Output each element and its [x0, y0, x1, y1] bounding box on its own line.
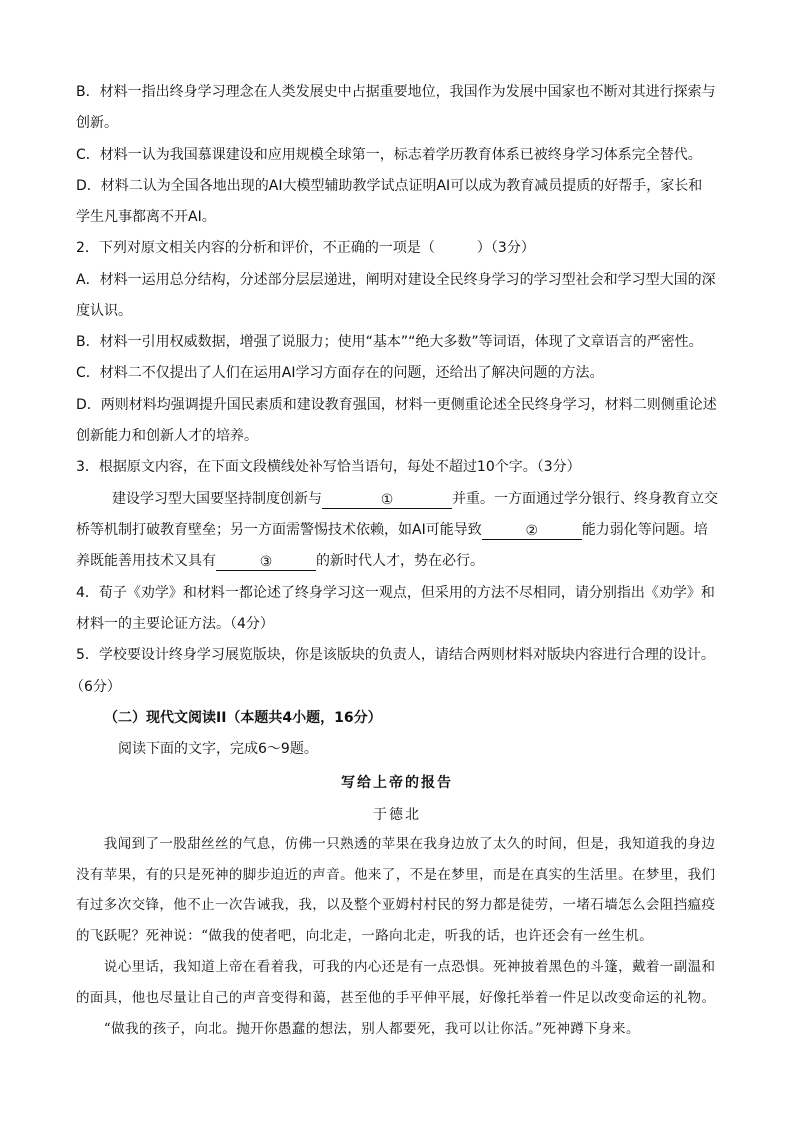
q4-line2: 材料一的主要论证方法。（4分） — [76, 616, 274, 632]
story-line: “做我的孩子，向北。抛开你愚蠢的想法，别人都要死，我可以让你活。”死神蹲下身来。 — [76, 1021, 640, 1037]
q3-text: 的新时代人才，势在必行。 — [316, 553, 484, 569]
story-line: 说心里话，我知道上帝在看着我，可我的内心还是有一点恐惧。死神披着黑色的斗篷，戴着一副温和 — [76, 959, 716, 975]
q3-text: 养既能善用技术又具有 — [76, 553, 216, 569]
q2-option-c: C．材料二不仅提出了人们在运用AI学习方面存在的问题，还给出了解决问题的方法。 — [76, 365, 604, 381]
q2-option-a-line2: 度认识。 — [76, 303, 132, 319]
q3-text: 建设学习型大国要坚持制度创新与 — [112, 491, 322, 507]
fill-blank-2[interactable]: ② — [482, 521, 582, 540]
story-title: 写给上帝的报告 — [341, 775, 453, 791]
q3-stem: 3．根据原文内容，在下面文段横线处补写恰当语句，每处不超过10个字。（3分） — [76, 459, 581, 475]
q3-passage-line2 — [76, 520, 708, 540]
fill-blank-3[interactable]: ③ — [216, 552, 316, 571]
story-line: 的飞跃呢？死神说：“做我的使者吧，向北走，一路向北走，听我的话，也许还会有一丝生机。 — [76, 928, 654, 944]
q5-line2: （6分） — [70, 679, 121, 695]
q2-option-a-line1: A．材料一运用总分结构，分述部分层层递进，阐明对建设全民终身学习的学习型社会和学习型大国的深 — [76, 272, 716, 288]
q5-line1: 5．学校要设计终身学习展览版块，你是该版块的负责人，请结合两则材料对版块内容进行合理的设计。 — [76, 647, 715, 663]
q4-line1: 4．荀子《劝学》和材料一都论述了终身学习这一观点，但采用的方法不尽相同，请分别指出《劝学》和 — [76, 585, 715, 601]
story-line: 我闻到了一股甜丝丝的气息，仿佛一只熟透的苹果在我身边放了太久的时间，但是，我知道我的身边 — [76, 836, 716, 852]
q3-passage-line3 — [76, 551, 484, 571]
q1-option-d-line1: D．材料二认为全国各地出现的AI大模型辅助教学试点证明AI可以成为教育减员提质的好帮手，家长和 — [76, 178, 703, 194]
q1-option-b-line2: 创新。 — [76, 115, 118, 131]
q3-text: 能力弱化等问题。培 — [581, 522, 708, 538]
q2-stem: 2．下列对原文相关内容的分析和评价，不正确的一项是（ ）（3分） — [76, 240, 535, 256]
q3-text: 并重。一方面通过学分银行、终身教育立交 — [452, 491, 718, 507]
q3-text: 桥等机制打破教育壁垒；另一方面需警惕技术依赖，如AI可能导致 — [76, 522, 482, 538]
story-line: 没有苹果，有的只是死神的脚步迫近的声音。他来了，不是在梦里，而是在真实的生活里。在梦里，我们 — [76, 867, 716, 883]
q3-passage-line1 — [112, 489, 718, 509]
story-line: 有过多次交锋，他不止一次告诫我，我，以及整个亚姆村村民的努力都是徒劳，一堵石墙怎么会阻挡瘟疫 — [76, 897, 716, 913]
story-line: 的面具，他也尽量让自己的声音变得和蔼，甚至他的手平伸平展，好像托举着一件足以改变命运的礼物。 — [76, 990, 716, 1006]
fill-blank-1[interactable]: ① — [322, 490, 452, 509]
q2-option-b: B．材料一引用权威数据，增强了说服力；使用“基本”“绝大多数”等词语，体现了文章语言的严密性。 — [76, 334, 703, 350]
q1-option-c: C．材料一认为我国慕课建设和应用规模全球第一，标志着学历教育体系已被终身学习体系完全替代。 — [76, 147, 702, 163]
section-instruction: 阅读下面的文字，完成6～9题。 — [118, 741, 318, 757]
q1-option-d-line2: 学生凡事都离不开AI。 — [76, 209, 216, 225]
q2-option-d-line1: D．两则材料均强调提升国民素质和建设教育强国，材料一更侧重论述全民终身学习，材料二则侧重论述 — [76, 397, 717, 413]
q1-option-b-line1: B．材料一指出终身学习理念在人类发展史中占据重要地位，我国作为发展中国家也不断对其进行探索与 — [76, 84, 716, 100]
section-heading: （二）现代文阅读II（本题共4小题，16分） — [104, 710, 382, 726]
q2-option-d-line2: 创新能力和创新人才的培养。 — [76, 428, 258, 444]
story-author: 于德北 — [373, 807, 421, 823]
